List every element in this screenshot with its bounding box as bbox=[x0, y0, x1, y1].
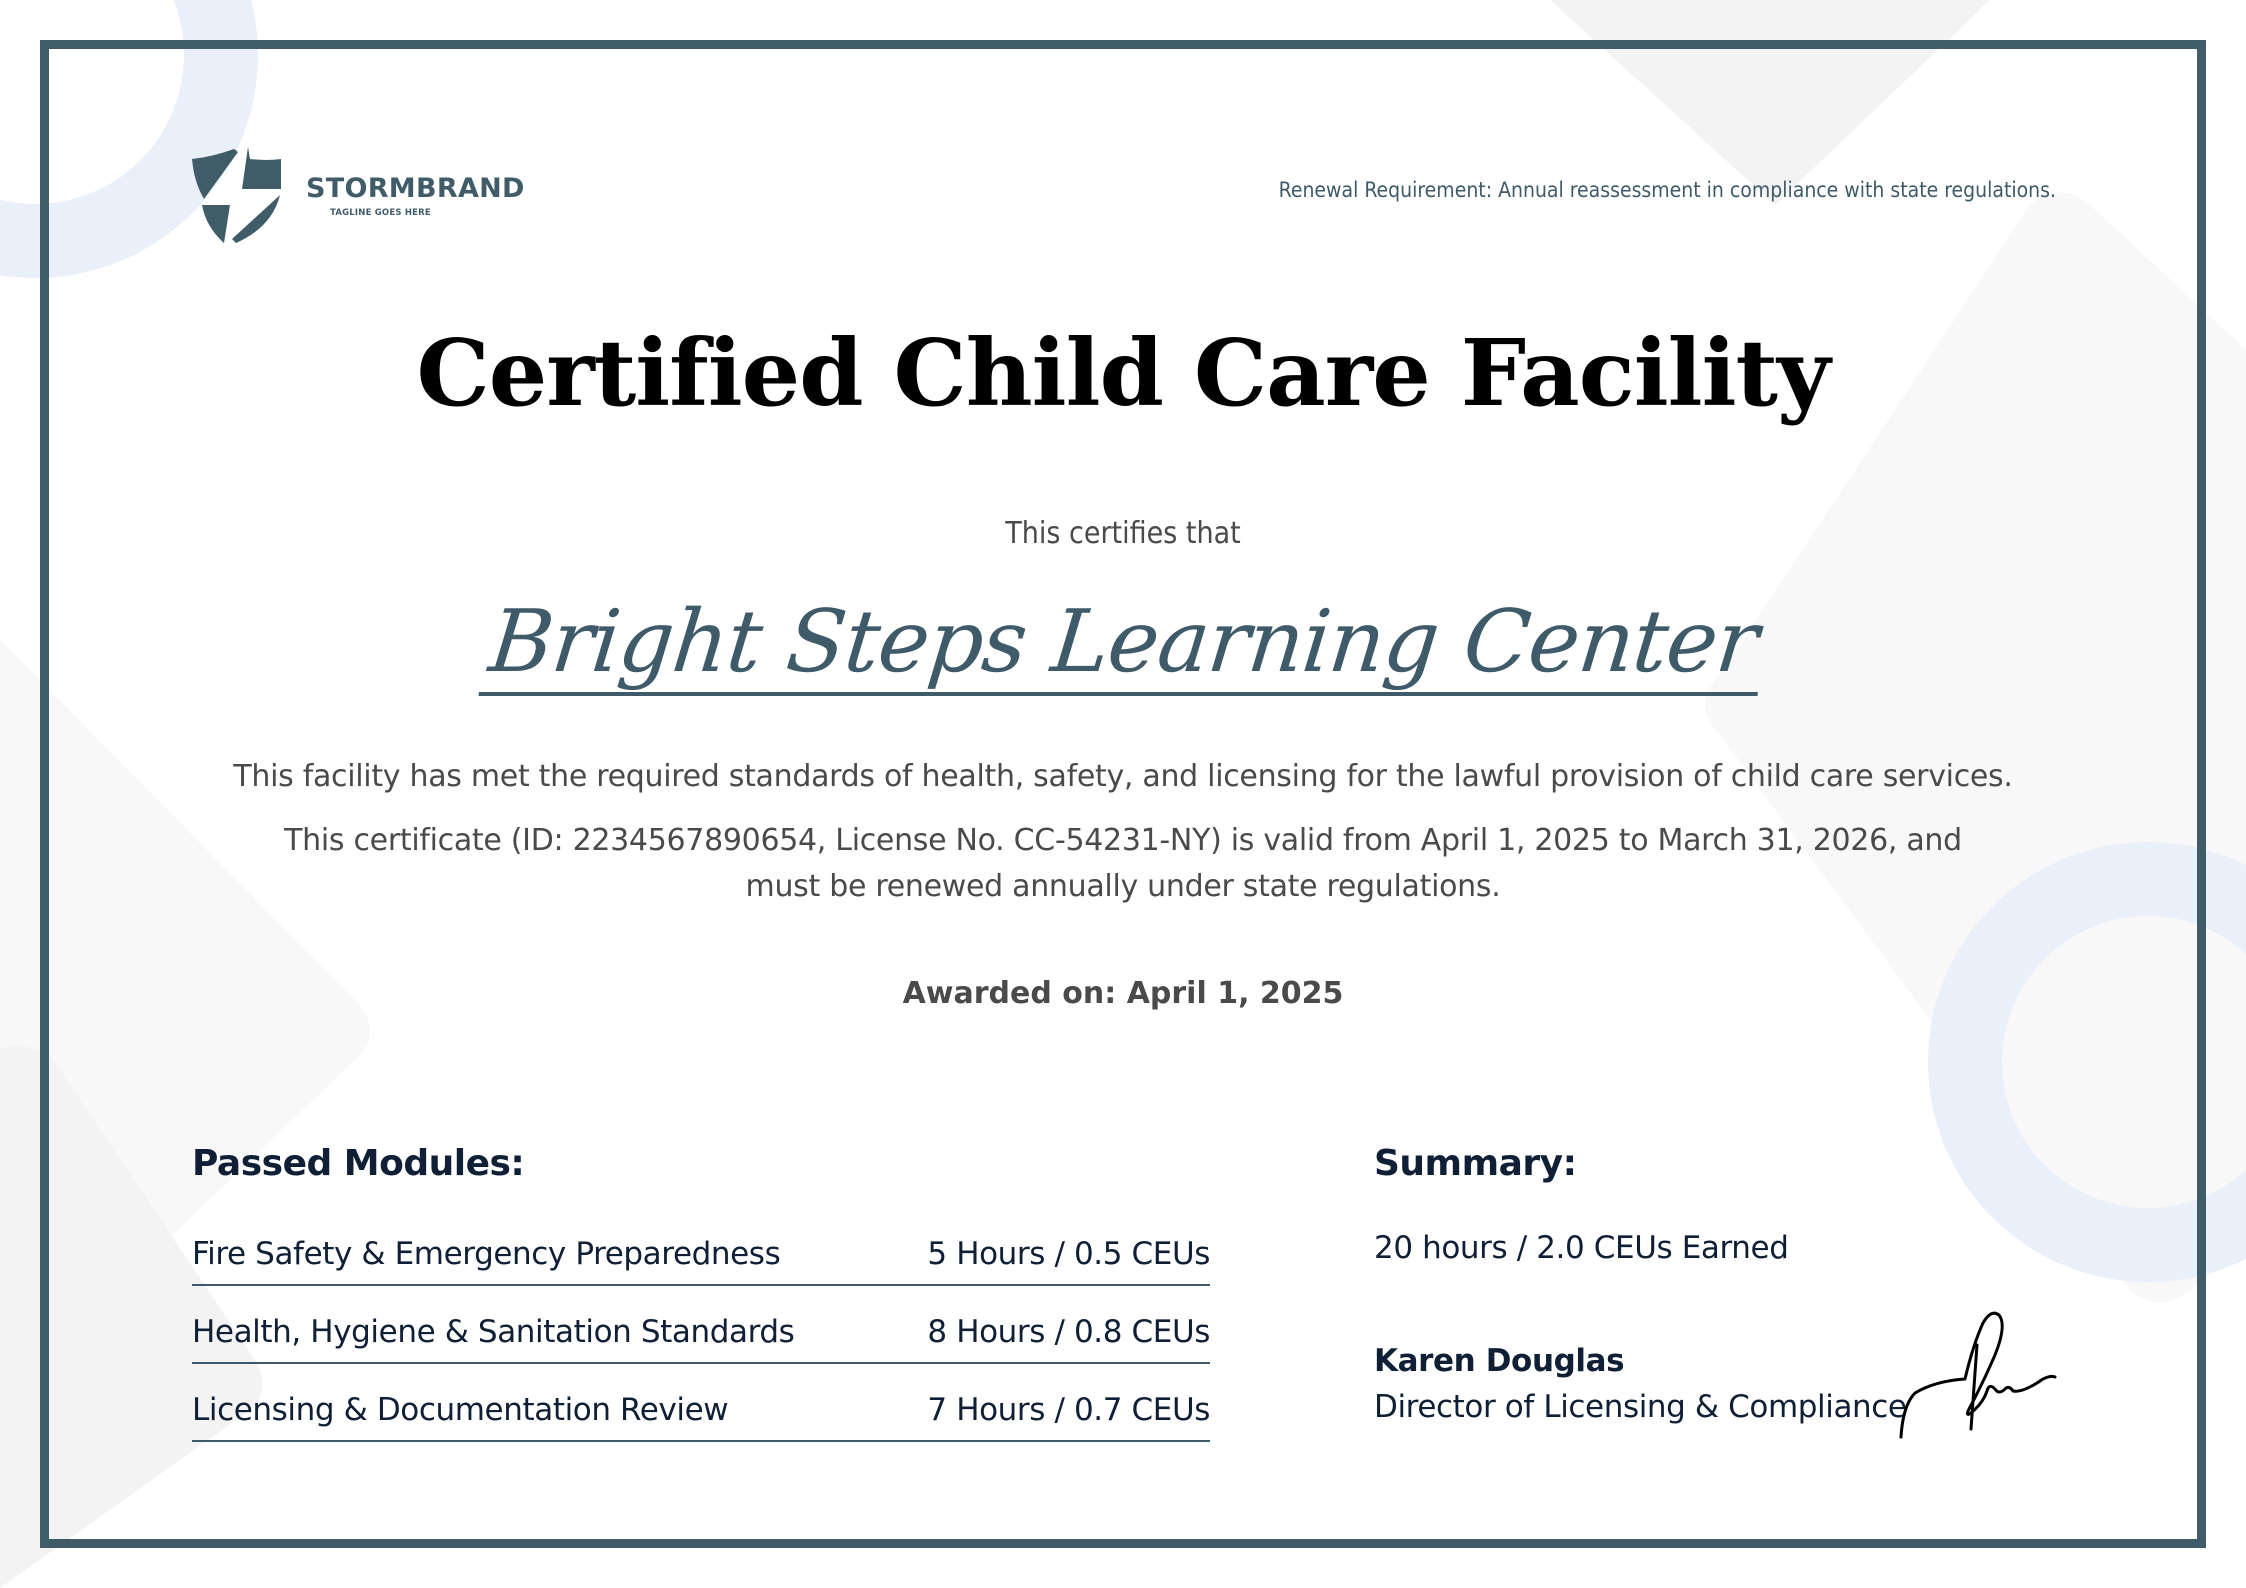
module-row bbox=[192, 1210, 1210, 1286]
awarded-date: Awarded on: April 1, 2025 bbox=[902, 976, 1344, 1011]
validity-text-line2: must be renewed annually under state regulations. bbox=[745, 869, 1501, 904]
module-name: Licensing & Documentation Review bbox=[192, 1392, 729, 1428]
statement-text: This facility has met the required standards of health, safety, and licensing for the lawful provision of child care services. bbox=[233, 759, 2013, 794]
module-row bbox=[192, 1366, 1210, 1442]
module-name: Fire Safety & Emergency Preparedness bbox=[192, 1236, 781, 1272]
brand-name: STORMBRAND bbox=[306, 173, 525, 204]
recipient-name: Bright Steps Learning Center bbox=[478, 592, 1768, 696]
validity-text-line1: This certificate (ID: 2234567890654, License No. CC-54231-NY) is valid from April 1, 2025 to March 31, 2026, and bbox=[284, 823, 1962, 858]
brand-tagline: TAGLINE GOES HERE bbox=[330, 208, 431, 218]
modules-list bbox=[192, 1210, 1210, 1442]
module-name: Health, Hygiene & Sanitation Standards bbox=[192, 1314, 795, 1350]
summary-heading: Summary: bbox=[1374, 1143, 1577, 1184]
module-credit: 7 Hours / 0.7 CEUs bbox=[927, 1392, 1210, 1428]
signer-title: Director of Licensing & Compliance bbox=[1374, 1389, 1907, 1425]
signer-name: Karen Douglas bbox=[1374, 1343, 1625, 1379]
intro-text: This certifies that bbox=[1005, 516, 1241, 551]
shield-lightning-icon bbox=[192, 147, 282, 245]
certificate-title: Certified Child Care Facility bbox=[416, 319, 1830, 427]
renewal-requirement: Renewal Requirement: Annual reassessment in compliance with state regulations. bbox=[1278, 178, 2056, 202]
module-credit: 5 Hours / 0.5 CEUs bbox=[927, 1236, 1210, 1272]
module-credit: 8 Hours / 0.8 CEUs bbox=[927, 1314, 1210, 1350]
summary-total: 20 hours / 2.0 CEUs Earned bbox=[1374, 1230, 1789, 1266]
recipient-block bbox=[0, 592, 2246, 696]
modules-heading: Passed Modules: bbox=[192, 1143, 525, 1184]
module-row bbox=[192, 1288, 1210, 1364]
signature-icon bbox=[1895, 1305, 2065, 1445]
